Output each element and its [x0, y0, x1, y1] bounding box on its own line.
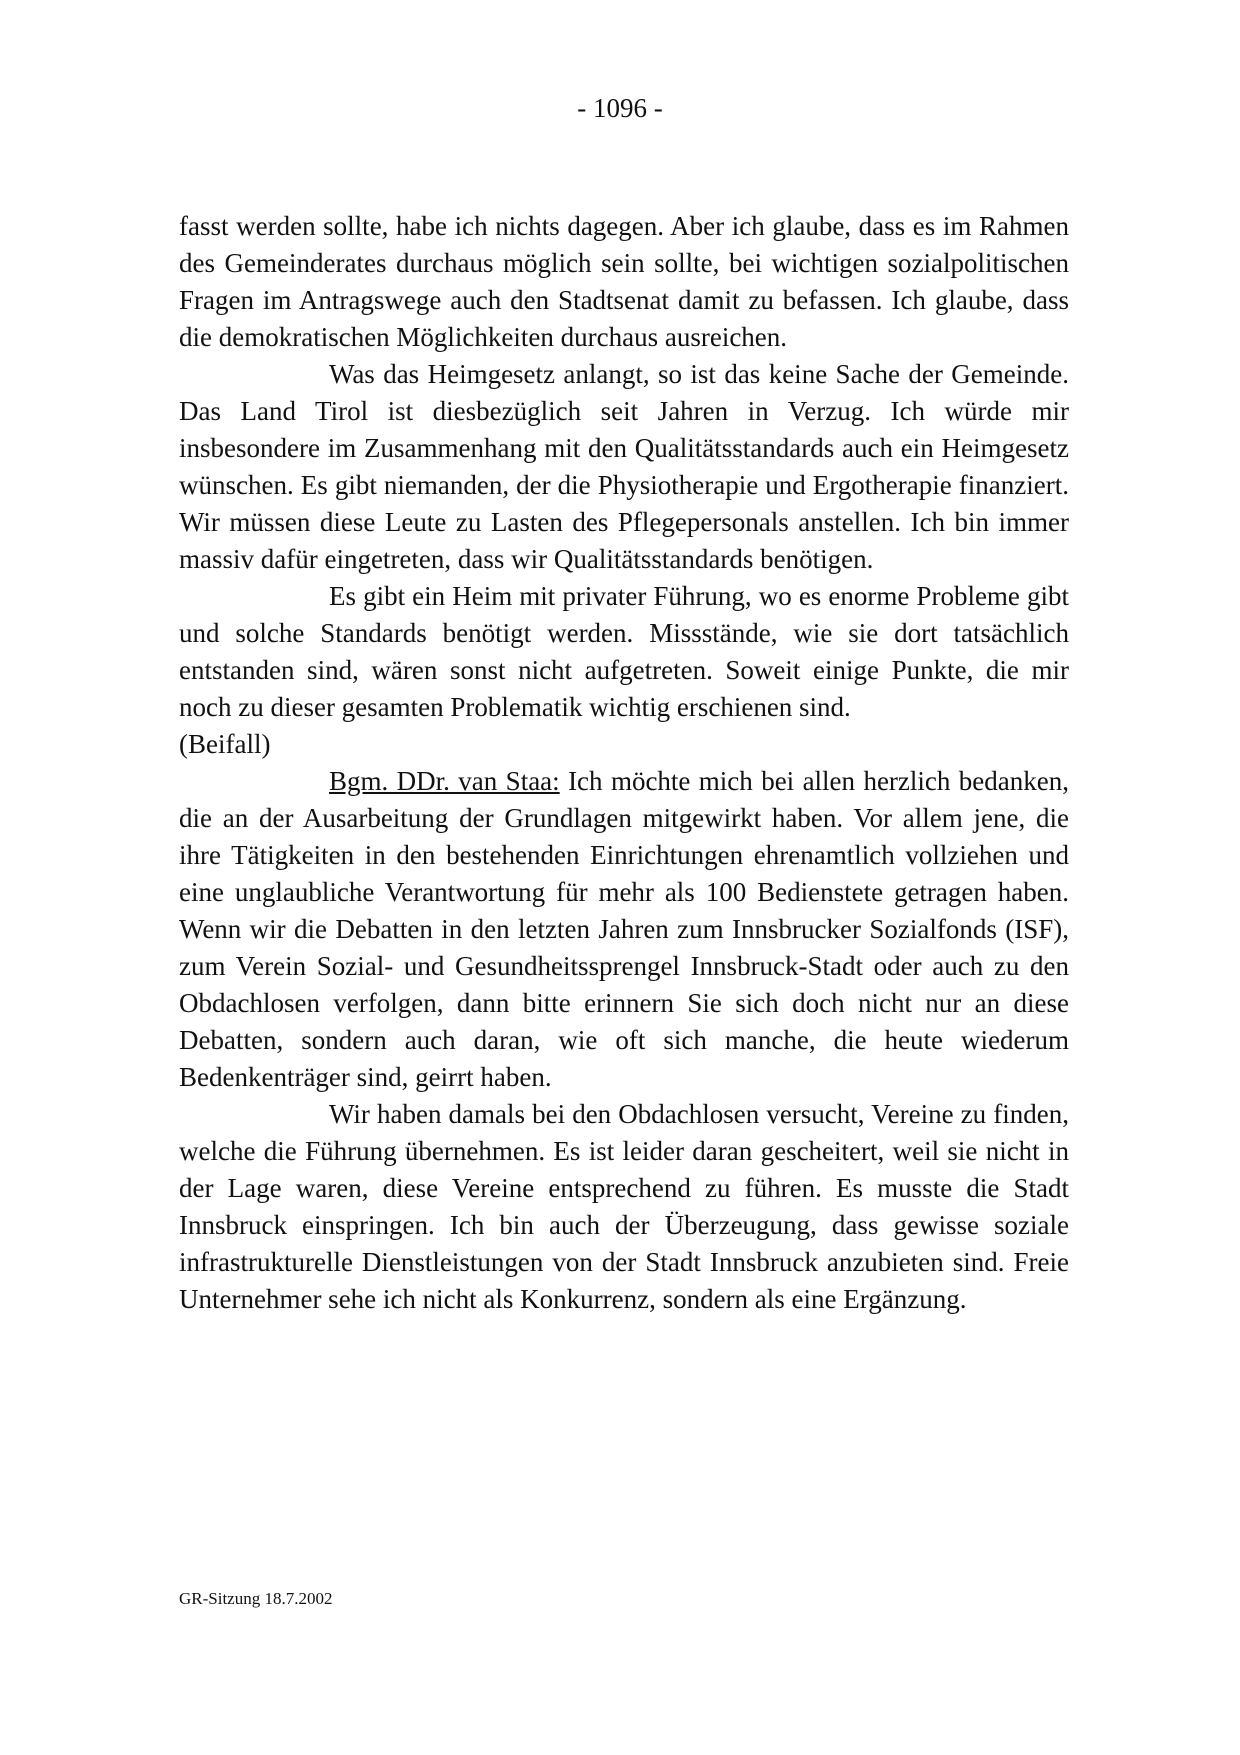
paragraph-mayor-speech	[179, 763, 1069, 1096]
body-text	[179, 208, 1069, 1318]
paragraph-private-heim: Es gibt ein Heim mit privater Führung, wo es enorme Probleme gibt und solche Standards benötigt werden. Missstände, wie sie dort tatsächlich entstanden sind, wären sonst nicht aufgetreten. Soweit einige Punkte, die mir noch zu dieser gesamten Problematik wichtig erschienen sind.	[179, 581, 1069, 722]
applause-note: (Beifall)	[179, 729, 271, 759]
paragraph-heimgesetz: Was das Heimgesetz anlangt, so ist das keine Sache der Gemeinde. Das Land Tirol ist diesbezüglich seit Jahren in Verzug. Ich würde mir insbesondere im Zusammenhang mit den Qualitätsstandards auch ein Heimgesetz wünschen. Es gibt niemanden, der die Physiotherapie und Ergotherapie finanziert. Wir müssen diese Leute zu Lasten des Pflegepersonals anstellen. Ich bin immer massiv dafür eingetreten, dass wir Qualitätsstandards benötigen.	[179, 359, 1069, 574]
paragraph-continuation: fasst werden sollte, habe ich nichts dagegen. Aber ich glaube, dass es im Rahmen des Gemeinderates durchaus möglich sein sollte, bei wichtigen sozialpolitischen Fragen im Antragswege auch den Stadtsenat damit zu befassen. Ich glaube, dass die demokratischen Möglichkeiten durchaus ausreichen.	[179, 211, 1069, 352]
paragraph-obdachlose: Wir haben damals bei den Obdachlosen versucht, Vereine zu finden, welche die Führung übernehmen. Es ist leider daran gescheitert, weil sie nicht in der Lage waren, diese Vereine entsprechend zu führen. Es musste die Stadt Innsbruck einspringen. Ich bin auch der Überzeugung, dass gewisse soziale infrastrukturelle Dienstleistungen von der Stadt Innsbruck anzubieten sind. Freie Unternehmer sehe ich nicht als Konkurrenz, sondern als eine Ergänzung.	[179, 1099, 1069, 1314]
speaker-name: Bgm. DDr. van Staa:	[329, 766, 560, 796]
speech-text: Ich möchte mich bei allen herzlich bedanken, die an der Ausarbeitung der Grundlagen mitgewirkt haben. Vor allem jene, die ihre Tätigkeiten in den bestehenden Einrichtungen ehrenamtlich vollziehen und eine unglaubliche Verantwortung für mehr als 100 Bedienstete getragen haben. Wenn wir die Debatten in den letzten Jahren zum Innsbrucker Sozialfonds (ISF), zum Verein Sozial- und Gesundheitssprengel Innsbruck-Stadt oder auch zu den Obdachlosen verfolgen, dann bitte erinnern Sie sich doch nicht nur an diese Debatten, sondern auch daran, wie oft sich manche, die heute wiederum Bedenkenträger sind, geirrt haben.	[179, 766, 1069, 1092]
page-number: - 1096 -	[577, 93, 663, 123]
footer-session-date: GR-Sitzung 18.7.2002	[179, 1589, 333, 1608]
